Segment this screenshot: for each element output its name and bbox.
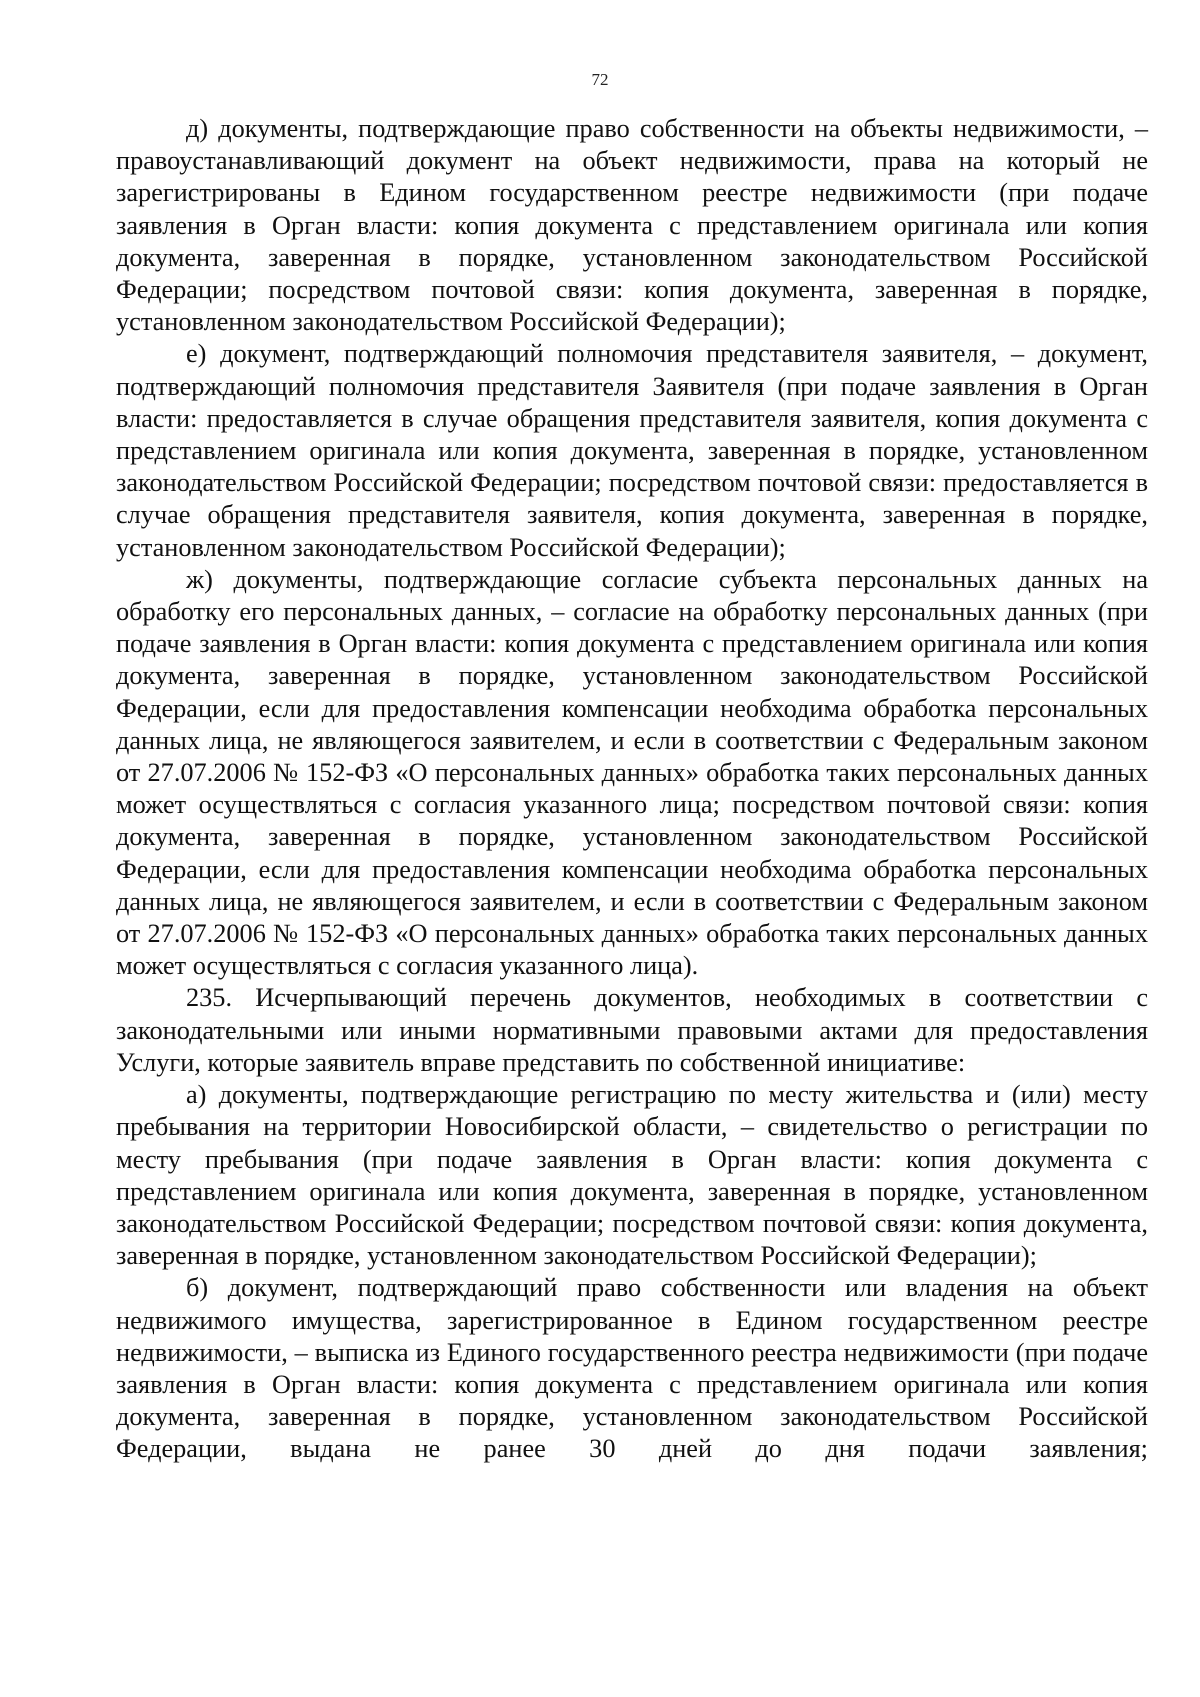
paragraph-b: б) документ, подтверждающий право собственности или владения на объект недвижимого имущества, зарегистрированное в Едином государственном реестре недвижимости, – выписка из Единого государственного реестра недвижимости (при подаче заявления в Орган власти: копия документа с представлением оригинала или копия документа, заверенная в порядке, установленном законодательством Российской Федерации, выдана не ранее 30 дней до дня подачи заявления; — [116, 1273, 1148, 1464]
paragraph-e: е) документ, подтверждающий полномочия представителя заявителя, – документ, подтверждающий полномочия представителя Заявителя (при подаче заявления в Орган власти: предоставляется в случае обращения представителя заявителя, копия документа с представлением оригинала или копия документа, заверенная в порядке, установленном законодательством Российской Федерации; посредством почтовой связи: предоставляется в случае обращения представителя заявителя, копия документа, заверенная в порядке, установленном законодательством Российской Федерации); — [116, 339, 1148, 562]
paragraph-d: д) документы, подтверждающие право собственности на объекты недвижимости, – правоустанавливающий документ на объект недвижимости, права на который не зарегистрированы в Едином государственном реестре недвижимости (при подаче заявления в Орган власти: копия документа с представлением оригинала или копия документа, заверенная в порядке, установленном законодательством Российской Федерации; посредством почтовой связи: копия документа, заверенная в порядке, установленном законодательством Российской Федерации); — [116, 114, 1148, 337]
paragraph-zh: ж) документы, подтверждающие согласие субъекта персональных данных на обработку его персональных данных, – согласие на обработку персональных данных (при подаче заявления в Орган власти: копия документа с представлением оригинала или копия документа, заверенная в порядке, установленном законодательством Российской Федерации, если для предоставления компенсации необходима обработка персональных данных лица, не являющегося заявителем, и если в соответствии с Федеральным законом от 27.07.2006 № 152-ФЗ «О персональных данных» обработка таких персональных данных может осуществляться с согласия указанного лица; посредством почтовой связи: копия документа, заверенная в порядке, установленном законодательством Российской Федерации, если для предоставления компенсации необходима обработка персональных данных лица, не являющегося заявителем, и если в соответствии с Федеральным законом от 27.07.2006 № 152-ФЗ «О персональных данных» обработка таких персональных данных может осуществляться с согласия указанного лица). — [116, 564, 1148, 981]
paragraph-a: а) документы, подтверждающие регистрацию по месту жительства и (или) месту пребывания на территории Новосибирской области, – свидетельство о регистрации по месту пребывания (при подаче заявления в Орган власти: копия документа с представлением оригинала или копия документа, заверенная в порядке, установленном законодательством Российской Федерации; посредством почтовой связи: копия документа, заверенная в порядке, установленном законодательством Российской Федерации); — [116, 1080, 1148, 1271]
paragraph-235: 235. Исчерпывающий перечень документов, необходимых в соответствии с законодательными или иными нормативными правовыми актами для предоставления Услуги, которые заявитель вправе представить по собственной инициативе: — [116, 983, 1148, 1077]
page-number: 72 — [591, 70, 609, 89]
document-body — [116, 113, 1148, 1466]
